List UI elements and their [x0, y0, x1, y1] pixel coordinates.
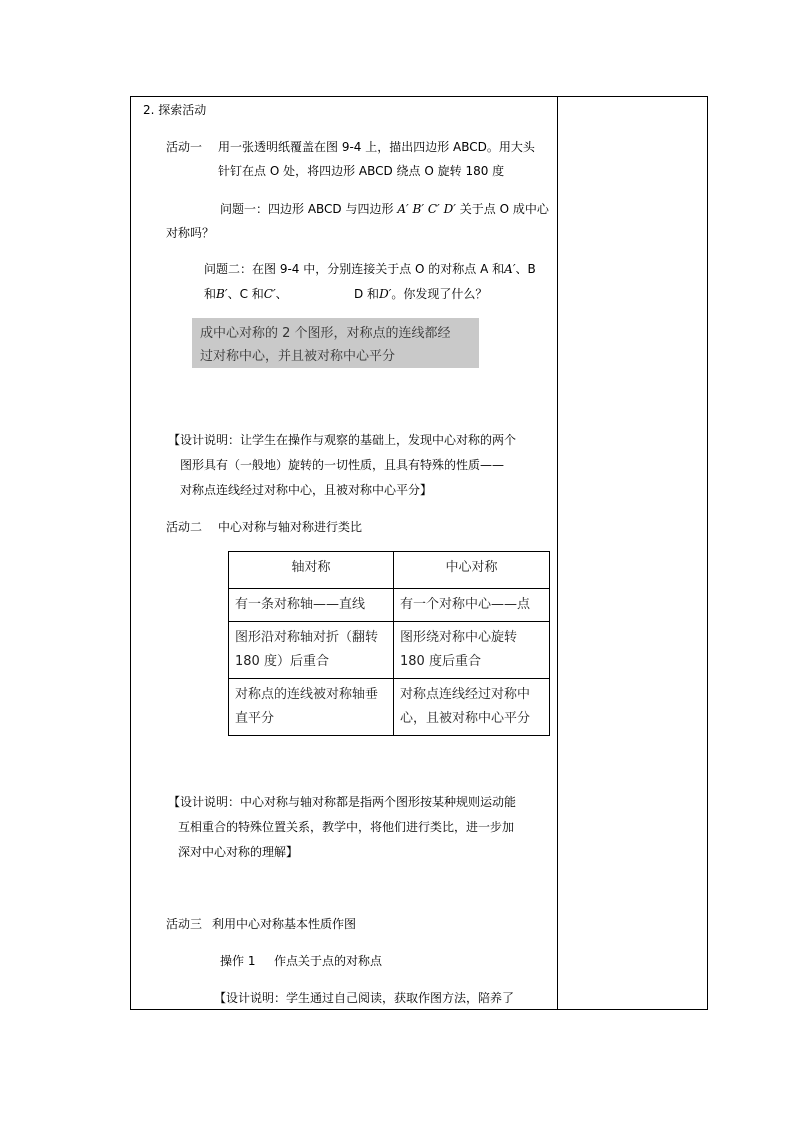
answer-line2: 过对称中心，并且被对称中心平分	[200, 349, 396, 364]
activity1-label: 活动一	[166, 140, 203, 154]
question1-text-b: 关于点 O 成中心	[459, 202, 549, 216]
comparison-table	[228, 551, 550, 736]
activity3-label: 活动三	[166, 917, 203, 931]
design-note3-line1: 【设计说明：学生通过自己阅读，获取作图方法，陪养了	[214, 991, 515, 1005]
activity1-text-line1: 用一张透明纸覆盖在图 9-4 上，描出四边形 ABCD。用大头	[218, 140, 535, 154]
table-row	[229, 679, 550, 736]
activity2-label: 活动二	[166, 520, 203, 534]
operation1-title: 作点关于点的对称点	[274, 954, 383, 968]
table-row	[229, 589, 550, 622]
table-cell: 对称点连线经过对称中心，且被对称中心平分	[394, 679, 550, 736]
table-cell: 有一个对称中心——点	[394, 589, 550, 622]
table-cell: 图形沿对称轴对折（翻转 180 度）后重合	[229, 622, 394, 679]
question2-line1	[204, 262, 536, 276]
question2-and-1: 和	[204, 287, 217, 301]
design-note2-line2: 互相重合的特殊位置关系，教学中，将他们进行类比，进一步加	[178, 820, 515, 834]
table-cell: 图形绕对称中心旋转 180 度后重合	[394, 622, 550, 679]
design-note1-line3: 对称点连线经过对称中心，且被对称中心平分】	[180, 483, 433, 497]
table-cell: 有一条对称轴——直线	[229, 589, 394, 622]
section-title: 2. 探索活动	[143, 103, 207, 117]
answer-line1: 成中心对称的 2 个图形，对称点的连线都经	[200, 326, 451, 341]
design-note2-line1: 【设计说明：中心对称与轴对称都是指两个图形按某种规则运动能	[168, 795, 517, 809]
question2-b-prime: B′	[216, 287, 228, 301]
design-note1-line2: 图形具有（一般地）旋转的一切性质，且具有特殊的性质——	[180, 458, 505, 472]
question1-prime-vertices: A′ B′ C′ D′	[397, 202, 456, 216]
question1-line1	[220, 202, 549, 216]
question2-text-b: 、B	[515, 262, 536, 276]
table-row	[229, 622, 550, 679]
table-header-cell: 中心对称	[394, 552, 550, 589]
question1-text-a: 问题一：四边形 ABCD 与四边形	[220, 202, 394, 216]
operation1-label: 操作 1	[220, 954, 256, 968]
table-header-row	[229, 552, 550, 589]
question2-a-prime: A′	[504, 262, 516, 276]
question2-text-a: 问题二：在图 9-4 中，分别连接关于点 O 的对称点 A 和	[204, 262, 505, 276]
design-note1-line1: 【设计说明：让学生在操作与观察的基础上，发现中心对称的两个	[168, 433, 517, 447]
question2-sep: 、	[275, 287, 288, 301]
question2-and-2: 、C 和	[227, 287, 264, 301]
activity2-title: 中心对称与轴对称进行类比	[218, 520, 363, 534]
question2-and-4: D 和	[354, 287, 380, 301]
question2-end: 。你发现了什么？	[391, 287, 488, 301]
activity1-text-line2: 针钉在点 O 处，将四边形 ABCD 绕点 O 旋转 180 度	[218, 164, 505, 178]
activity3-title: 利用中心对称基本性质作图	[212, 917, 357, 931]
table-cell: 对称点的连线被对称轴垂直平分	[229, 679, 394, 736]
question1-line2: 对称吗？	[166, 226, 215, 240]
column-divider	[557, 96, 558, 1010]
table-header-cell: 轴对称	[229, 552, 394, 589]
question2-line2-tail	[354, 287, 487, 301]
design-note2-line3: 深对中心对称的理解】	[178, 845, 299, 859]
question2-line2	[204, 287, 288, 301]
question2-d-prime: D′	[379, 287, 392, 301]
question2-c-prime: C′	[263, 287, 276, 301]
